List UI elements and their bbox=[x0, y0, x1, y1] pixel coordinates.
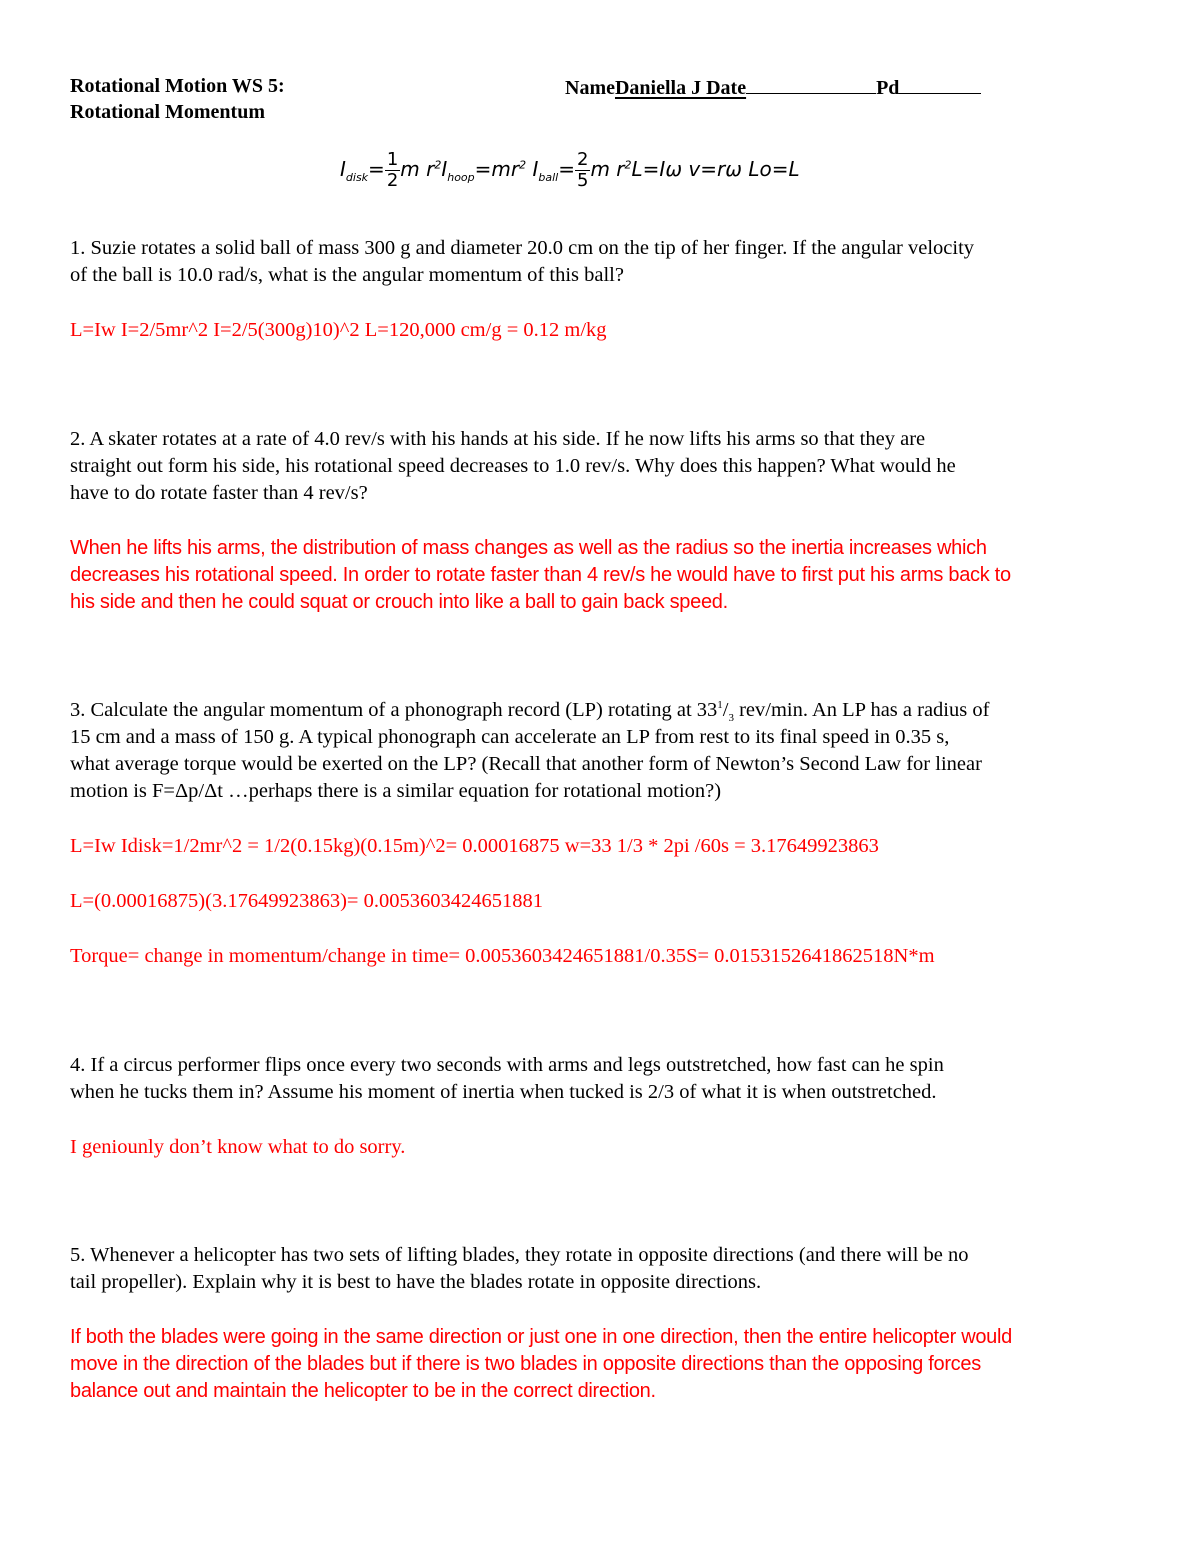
formula-line bbox=[340, 150, 800, 191]
q3-line-3: what average torque would be exerted on the LP? (Recall that another form of Newton’s Second Law for linear bbox=[70, 753, 982, 775]
name-label: Name bbox=[565, 77, 615, 99]
worksheet-title: Rotational Motion WS 5: bbox=[70, 75, 285, 97]
q2-answer-line-1: When he lifts his arms, the distribution of mass changes as well as the radius so the inertia increases which bbox=[70, 537, 987, 559]
formula-i-ball: I bbox=[532, 157, 539, 181]
q2-answer-line-3: his side and then he could squat or crouch into like a ball to gain back speed. bbox=[70, 591, 728, 613]
q2-answer-line-2: decreases his rotational speed. In order to rotate faster than 4 rev/s he would have to first put his arms back to bbox=[70, 564, 1011, 586]
q5-answer-line-2: move in the direction of the blades but if there is two blades in opposite directions than the opposing forces bbox=[70, 1353, 981, 1375]
formula-mr: m r bbox=[400, 157, 435, 181]
formula-fraction-two-fifths bbox=[575, 150, 590, 191]
pd-blank bbox=[899, 75, 935, 94]
q3-fraction-slash: / bbox=[722, 699, 729, 721]
q4-line-1: 4. If a circus performer flips once every two seconds with arms and legs outstretched, how fast can he spin bbox=[70, 1054, 944, 1076]
q2-line-3: have to do rotate faster than 4 rev/s? bbox=[70, 482, 368, 504]
q5-line-2: tail propeller). Explain why it is best to have the blades rotate in opposite directions. bbox=[70, 1271, 762, 1293]
q3-line-1 bbox=[70, 699, 989, 724]
worksheet-subtitle: Rotational Momentum bbox=[70, 101, 265, 123]
formula-eq: = bbox=[368, 157, 385, 181]
q4-answer: I geniounly don’t know what to do sorry. bbox=[70, 1136, 406, 1158]
q5-answer-line-3: balance out and maintain the helicopter to be in the correct direction. bbox=[70, 1380, 656, 1402]
q5-answer-line-1: If both the blades were going in the same direction or just one in one direction, then the entire helicopter would bbox=[70, 1326, 1012, 1348]
frac-num: 1 bbox=[386, 149, 399, 170]
pd-blank-2 bbox=[935, 75, 981, 94]
frac-den-2: 5 bbox=[577, 170, 589, 191]
formula-fraction-half bbox=[385, 150, 400, 191]
q3-line-2: 15 cm and a mass of 150 g. A typical phonograph can accelerate an LP from rest to its final speed in 0.35 s, bbox=[70, 726, 950, 748]
formula-i-hoop: I bbox=[441, 157, 448, 181]
pd-label: Pd bbox=[876, 77, 900, 99]
q3-line-4: motion is F=Δp/Δt …perhaps there is a similar equation for rotational motion?) bbox=[70, 780, 722, 802]
formula-mr-2: m r bbox=[590, 157, 625, 181]
q1-line-1: 1. Suzie rotates a solid ball of mass 300 g and diameter 20.0 cm on the tip of her finger. If the angular velocity bbox=[70, 237, 975, 259]
q4-line-2: when he tucks them in? Assume his moment of inertia when tucked is 2/3 of what it is when outstretched. bbox=[70, 1081, 937, 1103]
q3-answer-line-2: L=(0.00016875)(3.17649923863)= 0.0053603424651881 bbox=[70, 890, 543, 912]
q2-line-2: straight out form his side, his rotational speed decreases to 1.0 rev/s. Why does this happen? What would he bbox=[70, 455, 956, 477]
frac-num-2: 2 bbox=[577, 149, 589, 170]
q3-line-1-b: rev/min. An LP has a radius of bbox=[733, 699, 990, 721]
q3-fraction-den: 3 bbox=[728, 712, 734, 725]
q1-line-2: of the ball is 10.0 rad/s, what is the angular momentum of this ball? bbox=[70, 264, 624, 286]
name-blank bbox=[746, 75, 802, 94]
q3-fraction-num: 1 bbox=[717, 699, 723, 712]
name-field bbox=[565, 75, 981, 100]
formula-sq-3: 2 bbox=[624, 158, 632, 172]
formula-i-disk: I bbox=[340, 157, 346, 181]
formula-eq-mr: =mr bbox=[474, 157, 520, 181]
formula-sq: 2 bbox=[434, 158, 442, 172]
formula-sq-2: 2 bbox=[519, 158, 527, 172]
q3-answer-line-3: Torque= change in momentum/change in time= 0.0053603424651881/0.35S= 0.0153152641862518N*m bbox=[70, 945, 935, 967]
frac-den: 2 bbox=[386, 170, 399, 191]
q1-answer: L=Iw I=2/5mr^2 I=2/5(300g)10)^2 L=120,000 cm/g = 0.12 m/kg bbox=[70, 319, 607, 341]
q2-line-1: 2. A skater rotates at a rate of 4.0 rev/s with his hands at his side. If he now lifts his arms so that they are bbox=[70, 428, 926, 450]
formula-eq-2: = bbox=[558, 157, 575, 181]
q5-line-1: 5. Whenever a helicopter has two sets of lifting blades, they rotate in opposite directions (and there will be no bbox=[70, 1244, 969, 1266]
name-blank-2 bbox=[802, 75, 876, 94]
name-value: Daniella J Date bbox=[614, 77, 747, 99]
formula-hoop-sub: hoop bbox=[447, 171, 475, 184]
q3-line-1-a: 3. Calculate the angular momentum of a phonograph record (LP) rotating at 33 bbox=[70, 699, 718, 721]
formula-disk-sub: disk bbox=[345, 171, 369, 184]
formula-rest: L=Iω v=rω Lo=L bbox=[631, 157, 800, 181]
q3-answer-line-1: L=Iw Idisk=1/2mr^2 = 1/2(0.15kg)(0.15m)^2= 0.00016875 w=33 1/3 * 2pi /60s = 3.17649923863 bbox=[70, 835, 879, 857]
formula-ball-sub: ball bbox=[538, 171, 559, 184]
